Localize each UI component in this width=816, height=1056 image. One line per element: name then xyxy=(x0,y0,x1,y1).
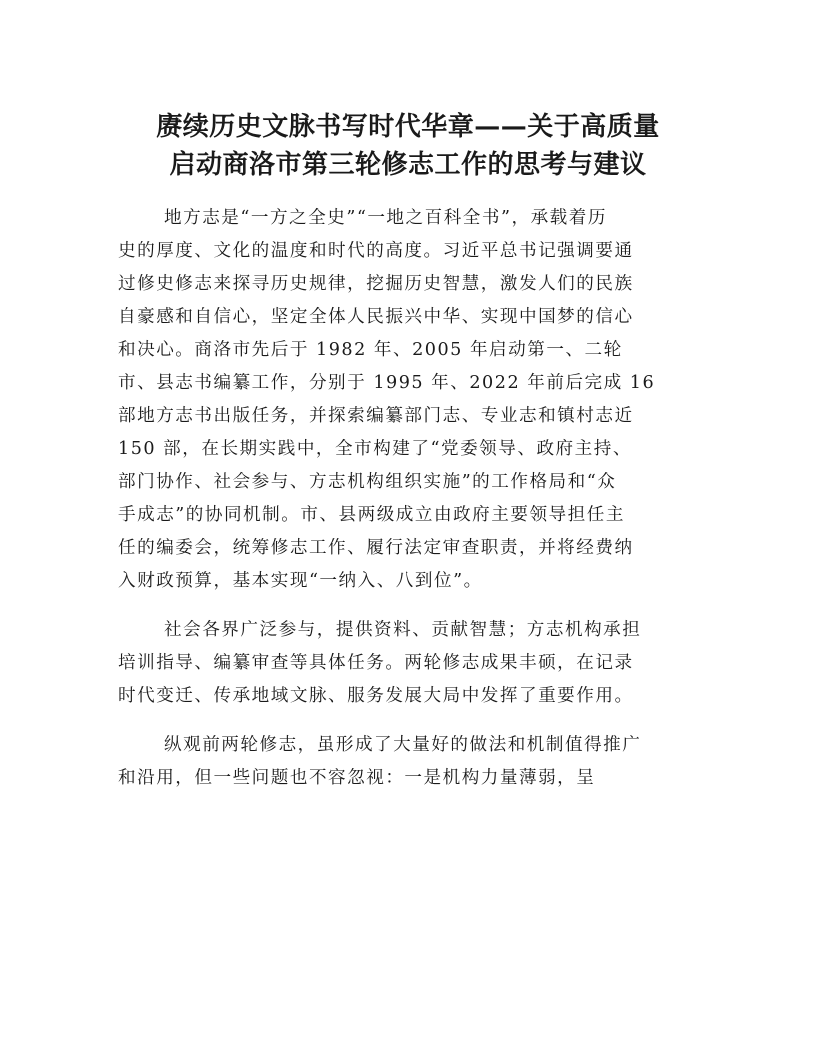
text-line: 社会各界广泛参与，提供资料、贡献智慧；方志机构承担 xyxy=(164,620,642,640)
text-line: 培训指导、编纂审查等具体任务。两轮修志成果丰硕，在记录 xyxy=(118,653,634,673)
text-line: 入财政预算，基本实现“一纳入、八到位”。 xyxy=(118,571,483,591)
text-line: 部门协作、社会参与、方志机构组织实施”的工作格局和“众 xyxy=(118,472,617,492)
text-line: 时代变迁、传承地域文脉、服务发展大局中发挥了重要作用。 xyxy=(118,686,634,706)
paragraph-2 xyxy=(118,614,698,713)
document-title xyxy=(108,108,708,184)
text-line: 部地方志书出版任务，并探索编纂部门志、专业志和镇村志近 xyxy=(118,406,634,426)
text-line: 过修史修志来探寻历史规律，挖掘历史智慧，激发人们的民族 xyxy=(118,274,634,294)
text-line: 地方志是“一方之全史”“一地之百科全书”，承载着历 xyxy=(164,208,607,228)
title-line-1: 赓续历史文脉书写时代华章——关于高质量 xyxy=(156,112,660,142)
text-line: 手成志”的协同机制。市、县两级成立由政府主要领导担任主 xyxy=(118,505,625,525)
title-line-2: 启动商洛市第三轮修志工作的思考与建议 xyxy=(169,150,647,180)
text-line: 任的编委会，统筹修志工作、履行法定审查职责，并将经费纳 xyxy=(118,538,634,558)
text-line: 和沿用，但一些问题也不容忽视：一是机构力量薄弱，呈 xyxy=(118,768,596,788)
document-body xyxy=(118,202,698,795)
text-line: 150 部，在长期实践中，全市构建了“党委领导、政府主持、 xyxy=(118,439,632,459)
text-line: 史的厚度、文化的温度和时代的高度。习近平总书记强调要通 xyxy=(118,241,634,261)
text-line: 和决心。商洛市先后于 1982 年、2005 年启动第一、二轮 xyxy=(118,340,623,360)
text-line: 自豪感和自信心，坚定全体人民振兴中华、实现中国梦的信心 xyxy=(118,307,634,327)
text-line: 纵观前两轮修志，虽形成了大量好的做法和机制值得推广 xyxy=(164,735,642,755)
text-line: 市、县志书编纂工作，分别于 1995 年、2022 年前后完成 16 xyxy=(118,373,656,393)
paragraph-1 xyxy=(118,202,698,598)
paragraph-3 xyxy=(118,729,698,795)
